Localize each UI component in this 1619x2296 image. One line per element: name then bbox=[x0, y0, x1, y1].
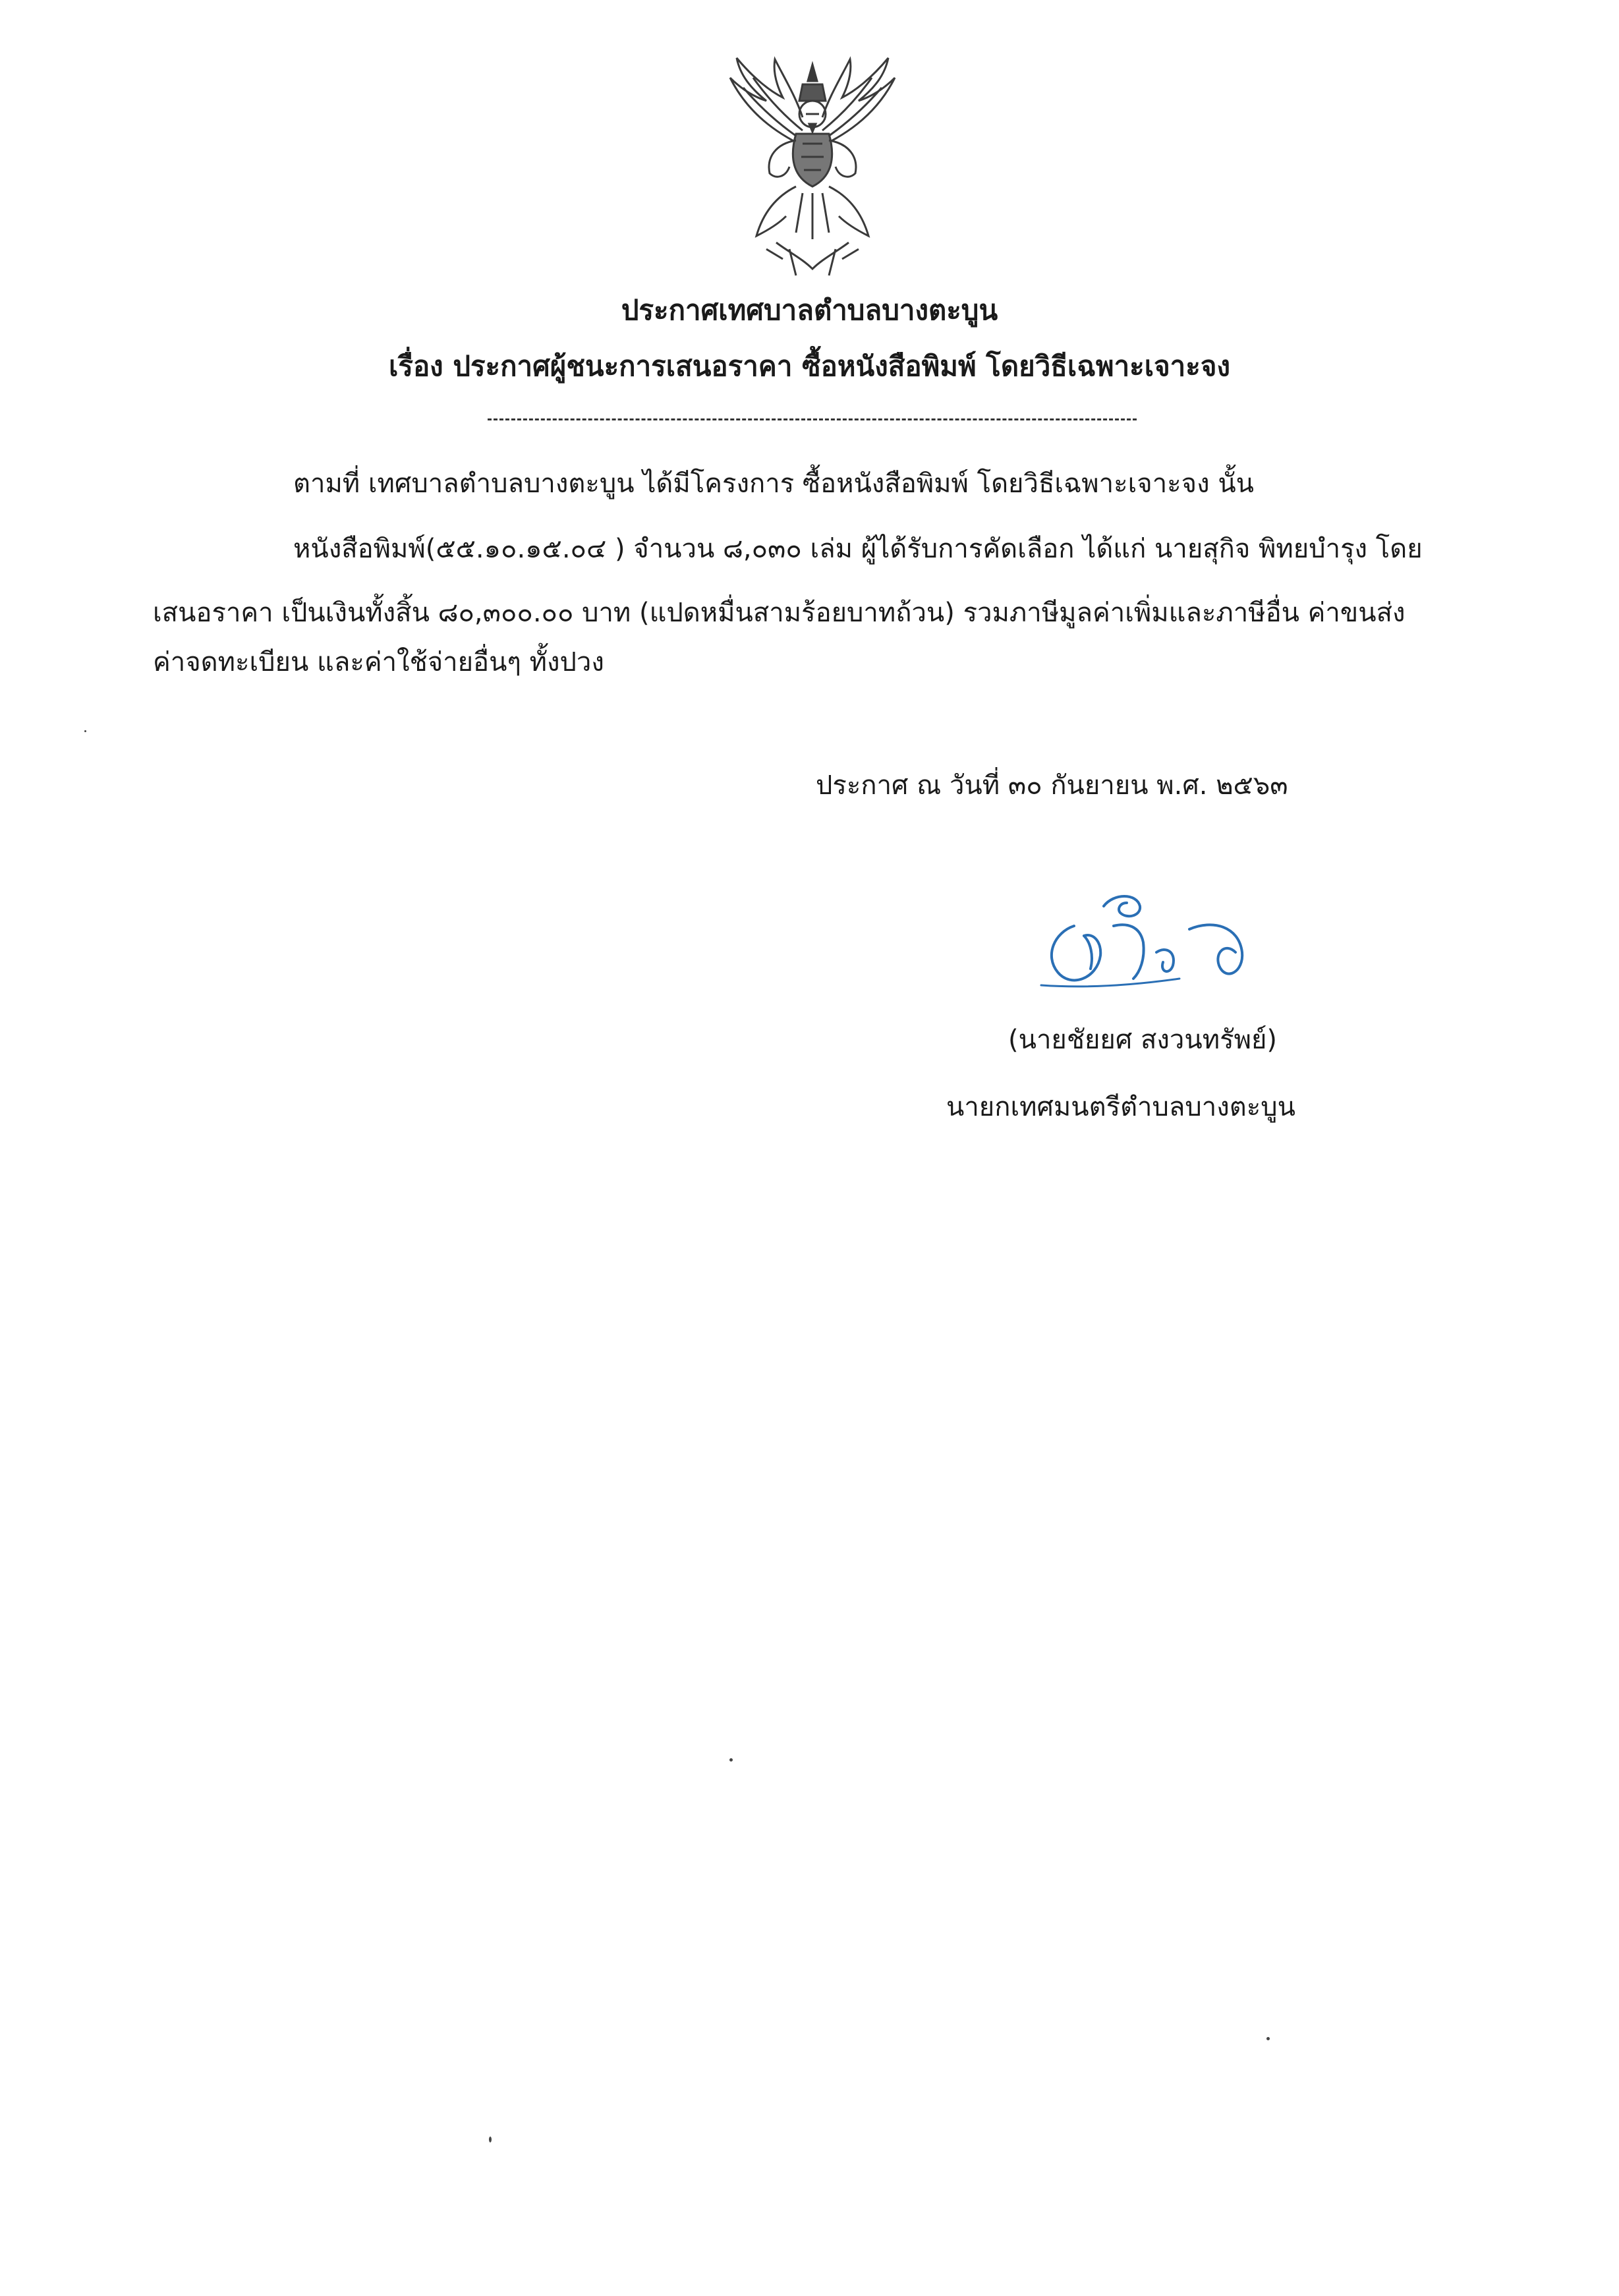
announcement-heading: ประกาศเทศบาลตำบลบางตะบูน bbox=[621, 294, 998, 326]
body-line-4: ค่าจดทะเบียน และค่าใช้จ่ายอื่นๆ ทั้งปวง bbox=[153, 647, 604, 677]
scan-speck bbox=[489, 2137, 492, 2142]
body-line-3: เสนอราคา เป็นเงินทั้งสิ้น ๘๐,๓๐๐.๐๐ บาท (แปดหมื่นสามร้อยบาทถ้วน) รวมภาษีมูลค่าเพิ่มและภาษีอื่น ค่าขนส่ง bbox=[153, 598, 1406, 628]
scan-speck bbox=[1266, 2037, 1270, 2040]
garuda-emblem-icon bbox=[704, 51, 921, 282]
body-line-2: หนังสือพิมพ์(๕๕.๑๐.๑๕.๐๔ ) จำนวน ๘,๐๓๐ เล่ม ผู้ได้รับการคัดเลือก ได้แก่ นายสุกิจ พิทยบำรุง โดย bbox=[293, 534, 1423, 564]
signer-title: นายกเทศมนตรีตำบลบางตะบูน bbox=[946, 1092, 1295, 1122]
dashed-divider bbox=[488, 418, 1137, 420]
handwritten-signature bbox=[1028, 880, 1292, 1005]
announcement-date: ประกาศ ณ วันที่ ๓๐ กันยายน พ.ศ. ๒๕๖๓ bbox=[816, 770, 1288, 801]
scan-speck bbox=[729, 1758, 733, 1762]
body-line-1: ตามที่ เทศบาลตำบลบางตะบูน ได้มีโครงการ ซื้อหนังสือพิมพ์ โดยวิธีเฉพาะเจาะจง นั้น bbox=[293, 469, 1255, 499]
signer-name: (นายชัยยศ สงวนทรัพย์) bbox=[1008, 1025, 1277, 1055]
scan-speck bbox=[84, 730, 86, 732]
announcement-subject: เรื่อง ประกาศผู้ชนะการเสนอราคา ซื้อหนังสือพิมพ์ โดยวิธีเฉพาะเจาะจง bbox=[389, 350, 1230, 382]
